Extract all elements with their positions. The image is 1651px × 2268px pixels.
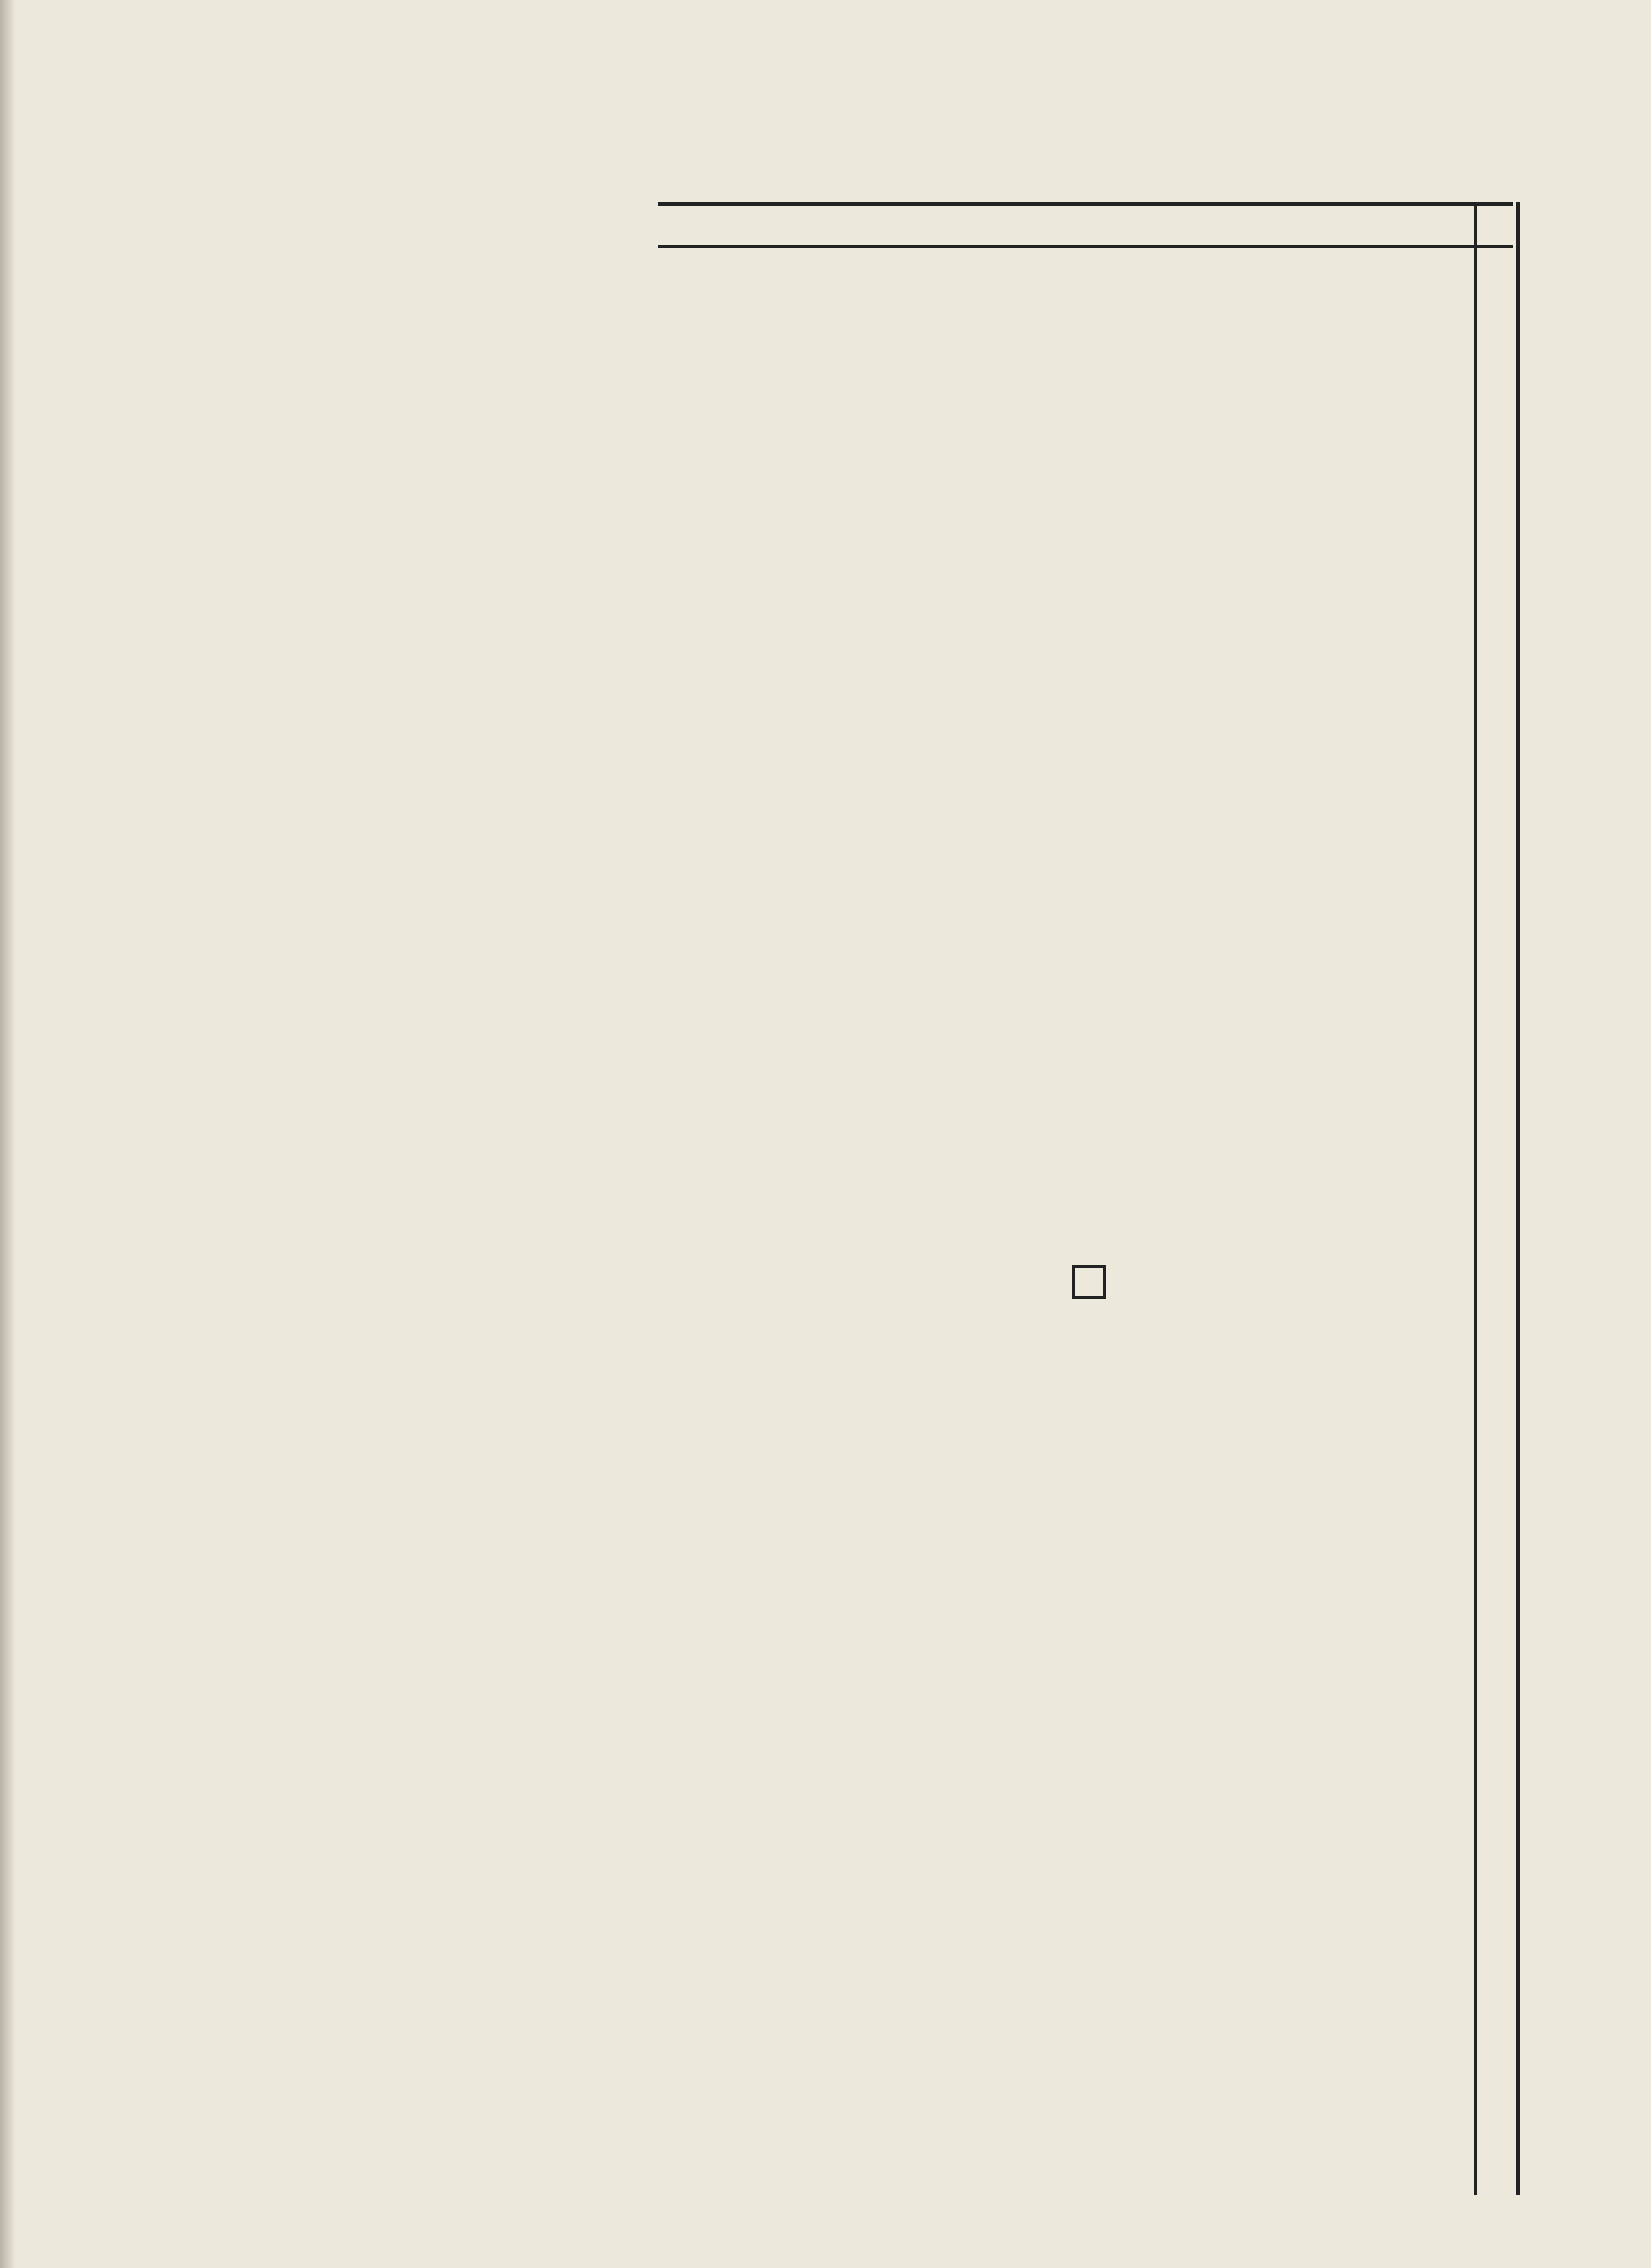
text-column-left-bottom (115, 1537, 744, 2210)
text-column-middle-top (682, 877, 1072, 1528)
greek-key-border-top (658, 202, 1513, 248)
greek-key-border-right (1474, 202, 1520, 2195)
author-byline (1072, 1265, 1106, 1308)
text-column-right-bottom (1221, 1537, 1460, 2210)
text-column-middle-bottom (753, 1537, 1214, 2210)
text-column-left-middle (115, 877, 674, 1528)
byline-box-icon (1072, 1265, 1106, 1299)
page-edge-shadow (0, 0, 16, 2268)
text-column-left-top (115, 266, 682, 868)
